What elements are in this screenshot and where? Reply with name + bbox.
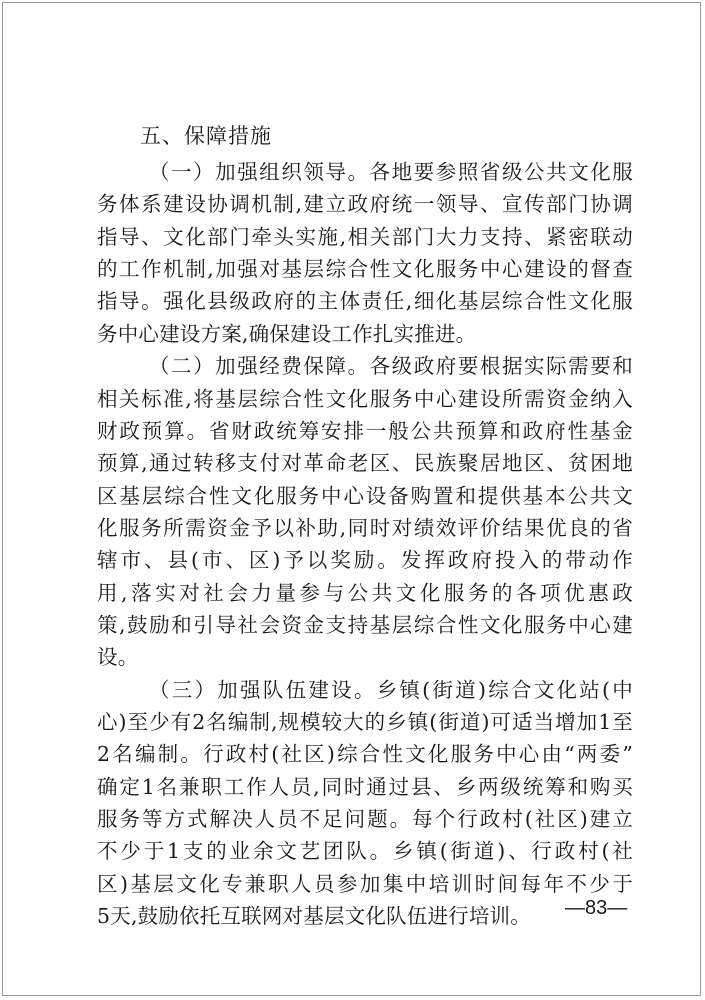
paragraph-line: 5天,鼓励依托互联网对基层文化队伍进行培训。 xyxy=(97,904,531,929)
paragraph-line: 心)至少有2名编制,规模较大的乡镇(街道)可适当增加1至 xyxy=(97,710,633,734)
paragraph-line: （三）加强队伍建设。乡镇(街道)综合文化站(中 xyxy=(149,677,633,702)
paragraph-line: （二）加强经费保障。各级政府要根据实际需要和 xyxy=(149,354,633,379)
page-number: —83— xyxy=(565,897,628,919)
paragraph-line: 指导、文化部门牵头实施,相关部门大力支持、紧密联动 xyxy=(97,224,633,249)
paragraph-line: 指导。强化县级政府的主体责任,细化基层综合性文化服 xyxy=(97,289,633,314)
paragraph-line: 2名编制。行政村(社区)综合性文化服务中心由“两委” xyxy=(97,742,633,767)
paragraph-line: 确定1名兼职工作人员,同时通过县、乡两级统筹和购买 xyxy=(97,774,633,799)
section-title: 五、保障措施 xyxy=(140,124,272,148)
paragraph-line: 辖市、县(市、区)予以奖励。发挥政府投入的带动作 xyxy=(97,548,633,573)
paragraph-line: 预算,通过转移支付对革命老区、民族聚居地区、贫困地 xyxy=(97,451,633,476)
paragraph-line: 相关标准,将基层综合性文化服务中心建设所需资金纳入 xyxy=(97,386,633,411)
paragraph-line: 财政预算。省财政统筹安排一般公共预算和政府性基金 xyxy=(97,418,633,443)
paragraph-line: 不少于1支的业余文艺团队。乡镇(街道)、行政村(社 xyxy=(97,839,633,864)
paragraph-line: 务体系建设协调机制,建立政府统一领导、宣传部门协调 xyxy=(97,192,633,217)
paragraph-line: 区基层综合性文化服务中心设备购置和提供基本公共文 xyxy=(97,483,633,508)
paragraph-line: 用,落实对社会力量参与公共文化服务的各项优惠政 xyxy=(97,580,633,605)
paragraph-line: 区)基层文化专兼职人员参加集中培训时间每年不少于 xyxy=(97,871,633,896)
paragraph-line: 的工作机制,加强对基层综合性文化服务中心建设的督查 xyxy=(97,257,633,282)
paragraph-line: （一）加强组织领导。各地要参照省级公共文化服 xyxy=(149,160,633,184)
paragraph-line: 服务等方式解决人员不足问题。每个行政村(社区)建立 xyxy=(97,807,633,831)
paragraph-line: 设。 xyxy=(97,645,139,670)
paragraph-line: 策,鼓励和引导社会资金支持基层综合性文化服务中心建 xyxy=(97,612,633,637)
paragraph-line: 务中心建设方案,确保建设工作扎实推进。 xyxy=(97,321,477,346)
paragraph-line: 化服务所需资金予以补助,同时对绩效评价结果优良的省 xyxy=(97,515,633,540)
